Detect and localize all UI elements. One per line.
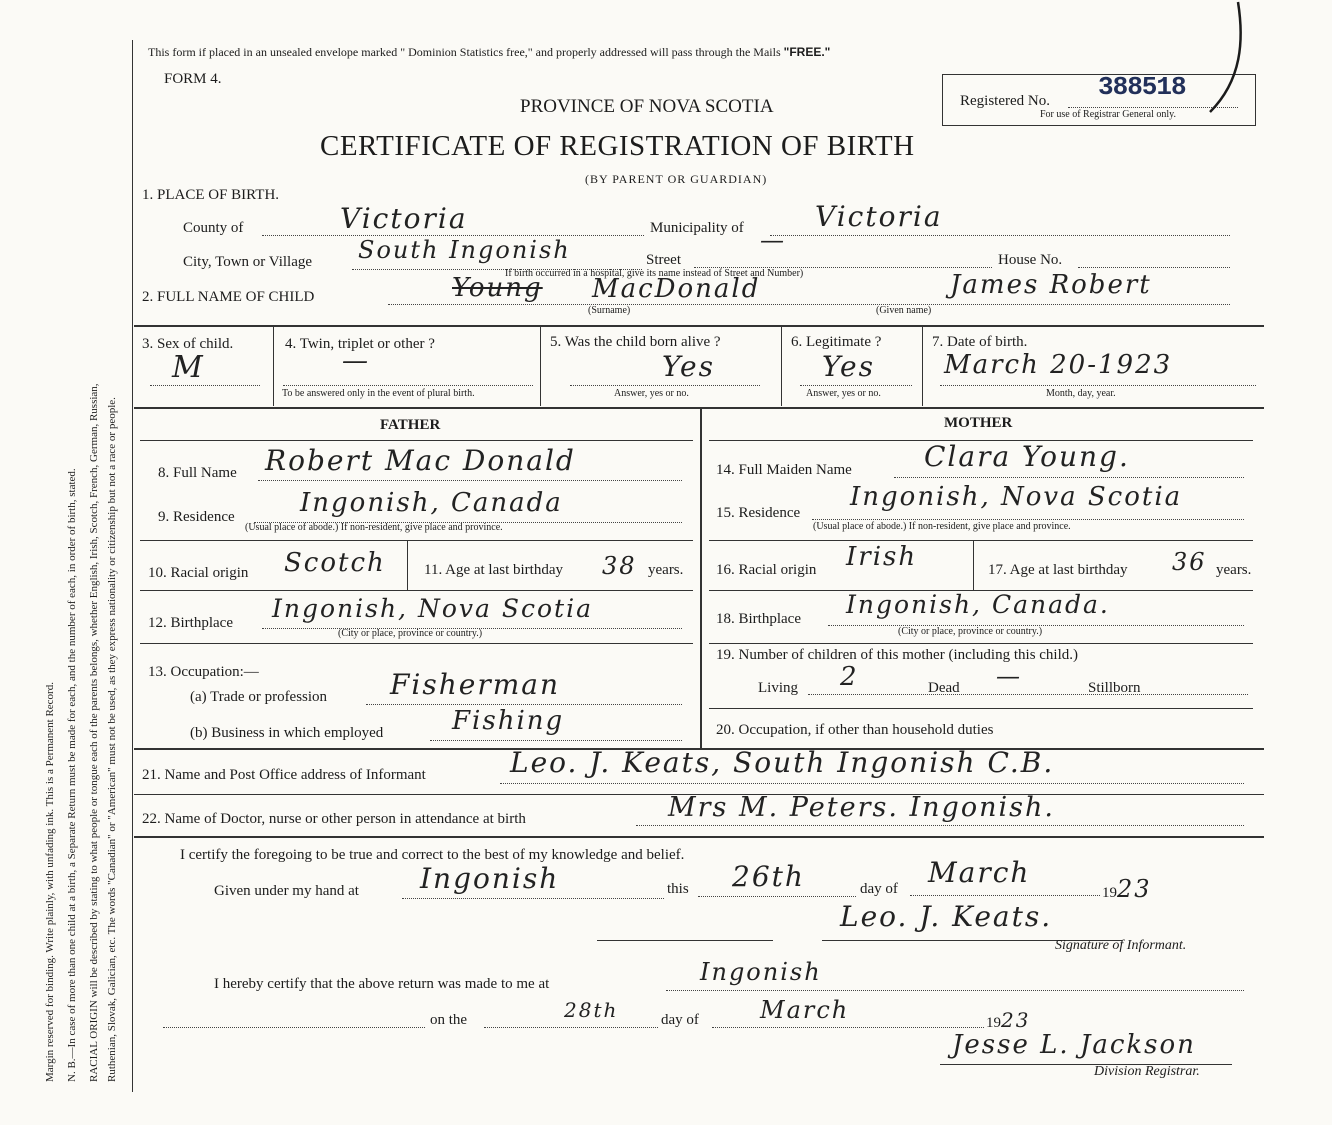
dob-line: [940, 385, 1256, 386]
informant-value: Leo. J. Keats, South Ingonish C.B.: [510, 746, 1055, 779]
mother-age-years: years.: [1216, 562, 1252, 578]
registrar-day: 28th: [564, 998, 619, 1022]
place-of-birth-label: 1. PLACE OF BIRTH.: [142, 187, 280, 203]
father-racial-value: Scotch: [284, 548, 386, 578]
twin-note: To be answered only in the event of plural birth.: [282, 388, 475, 399]
registrar-note: For use of Registrar General only.: [1040, 109, 1176, 120]
mail-notice-free: "FREE.": [783, 45, 831, 59]
father-birthplace-label: 12. Birthplace: [148, 615, 233, 631]
father-row-rule-4: [140, 643, 693, 644]
mother-residence-label: 15. Residence: [716, 505, 801, 521]
informant-label: 21. Name and Post Office address of Informant: [142, 767, 426, 783]
father-birthplace-value: Ingonish, Nova Scotia: [272, 594, 593, 623]
registrar-statement: I hereby certify that the above return was made to me at: [214, 976, 550, 992]
mother-living-label: Living: [758, 680, 798, 696]
registrar-place-line: [666, 990, 1244, 991]
county-value: Victoria: [340, 202, 468, 235]
mother-racial-value: Irish: [846, 542, 918, 572]
mother-name-line: [894, 477, 1244, 478]
house-label: House No.: [998, 252, 1063, 268]
divider-6-7: [922, 326, 923, 406]
father-racial-divider: [407, 541, 408, 591]
child-given-name: James Robert: [950, 270, 1152, 300]
father-trade-value: Fisherman: [390, 668, 561, 701]
mother-age-value: 36: [1172, 548, 1207, 576]
dob-note: Month, day, year.: [1046, 388, 1116, 399]
doctor-label: 22. Name of Doctor, nurse or other person in attendance at birth: [142, 811, 526, 827]
city-value: South Ingonish: [358, 236, 571, 264]
divider-4-5: [540, 326, 541, 406]
informant-line: [500, 783, 1244, 784]
registrar-month: March: [760, 996, 850, 1024]
mail-notice-text: This form if placed in an unsealed envelope marked " Dominion Statistics free," and properly addressed will pass through the Mails: [148, 45, 781, 59]
city-label: City, Town or Village: [183, 254, 313, 270]
sex-label: 3. Sex of child.: [142, 336, 234, 352]
legitimate-line: [800, 385, 912, 386]
divider-3-4: [273, 326, 274, 406]
county-label: County of: [183, 220, 244, 236]
alive-note: Answer, yes or no.: [614, 388, 689, 399]
certify-year-prefix: 19: [1102, 885, 1117, 901]
father-racial-label: 10. Racial origin: [148, 565, 249, 581]
page-title: CERTIFICATE OF REGISTRATION OF BIRTH: [320, 130, 915, 162]
house-line: [1078, 267, 1230, 268]
legitimate-value: Yes: [822, 350, 875, 383]
side-note-nationality: Ruthenian, Slovak, Galician, etc. The words "Canadian" or "American" must not be used, as they express nationality or citizenship but not a race or people.: [106, 397, 118, 1082]
registrar-signature-label: Division Registrar.: [1094, 1064, 1200, 1079]
mother-birthplace-label: 18. Birthplace: [716, 611, 801, 627]
mother-birthplace-note: (City or place, province or country.): [898, 626, 1043, 637]
certify-place: Ingonish: [420, 862, 560, 895]
father-row-rule-1: [140, 440, 693, 441]
given-name-note: (Given name): [876, 305, 932, 316]
father-business-line: [430, 740, 682, 741]
province-heading: PROVINCE OF NOVA SCOTIA: [520, 96, 774, 117]
rule-top-row3: [134, 325, 1264, 327]
father-row-rule-2: [140, 540, 693, 541]
mother-dead-value: —: [996, 662, 1022, 690]
certify-this-label: this: [667, 881, 689, 897]
form-number: FORM 4.: [164, 71, 222, 87]
municipality-value: Victoria: [815, 200, 943, 233]
certify-given-label: Given under my hand at: [214, 883, 359, 899]
alive-value: Yes: [662, 350, 715, 383]
father-birthplace-note: (City or place, province or country.): [338, 628, 483, 639]
rule-certify: [134, 836, 1264, 838]
rule-top-parents: [134, 407, 1264, 409]
father-business-value: Fishing: [452, 706, 565, 736]
mother-racial-label: 16. Racial origin: [716, 562, 817, 578]
father-name-value: Robert Mac Donald: [265, 444, 576, 477]
father-trade-label: (a) Trade or profession: [190, 689, 328, 705]
registrar-dayof-label: day of: [661, 1012, 699, 1028]
mail-notice: [148, 45, 830, 60]
certify-month-line: [910, 895, 1100, 896]
twin-line: [283, 385, 533, 386]
page-subtitle: (BY PARENT OR GUARDIAN): [585, 172, 768, 186]
mother-name-value: Clara Young.: [924, 440, 1130, 473]
mother-children-label: 19. Number of children of this mother (including this child.): [716, 647, 1079, 663]
child-name-label: 2. FULL NAME OF CHILD: [142, 289, 315, 305]
certify-day: 26th: [732, 860, 805, 893]
certify-dayof-label: day of: [860, 881, 898, 897]
municipality-line: [770, 235, 1230, 236]
dob-label: 7. Date of birth.: [932, 334, 1028, 350]
informant-signature: Leo. J. Keats.: [840, 900, 1053, 933]
mother-residence-value: Ingonish, Nova Scotia: [850, 482, 1183, 512]
mother-racial-divider: [973, 541, 974, 591]
alive-line: [570, 385, 760, 386]
registrar-signature: Jesse L. Jackson: [952, 1030, 1196, 1060]
father-residence-label: 9. Residence: [158, 509, 235, 525]
registered-number: 388518: [1098, 72, 1186, 102]
certify-month: March: [928, 856, 1031, 889]
registrar-day-line: [484, 1027, 658, 1028]
surname-note: (Surname): [588, 305, 631, 316]
mother-residence-note: (Usual place of abode.) If non-resident, give place and province.: [813, 521, 1071, 532]
mother-name-label: 14. Full Maiden Name: [716, 462, 852, 478]
legitimate-label: 6. Legitimate ?: [791, 334, 882, 350]
child-surname-struck: Young: [452, 273, 543, 303]
father-heading: FATHER: [380, 417, 441, 433]
certify-place-line: [402, 898, 664, 899]
twin-value: —: [342, 346, 370, 376]
father-residence-note: (Usual place of abode.) If non-resident, give place and province.: [245, 522, 503, 533]
registrar-place: Ingonish: [700, 958, 822, 986]
father-age-label: 11. Age at last birthday: [424, 562, 563, 578]
mother-children-line: [808, 694, 1248, 695]
mother-birthplace-value: Ingonish, Canada.: [846, 590, 1110, 619]
mother-residence-line: [812, 519, 1244, 520]
mother-row-rule-4: [709, 643, 1253, 644]
certify-year-suffix: 23: [1117, 875, 1152, 903]
certify-statement: I certify the foregoing to be true and correct to the best of my knowledge and belief.: [180, 847, 685, 863]
signature-line-left: [597, 940, 773, 941]
father-trade-line: [366, 704, 682, 705]
doctor-line: [636, 825, 1244, 826]
street-label: Street: [646, 252, 681, 268]
alive-label: 5. Was the child born alive ?: [550, 334, 721, 350]
father-row-rule-3: [140, 590, 693, 591]
registrar-month-line: [712, 1027, 984, 1028]
side-note-multiple-births: N. B.—In case of more than one child at a birth, a Separate Return must be made for each, and the number of each, in order of birth, stated.: [66, 468, 78, 1082]
registrar-year-prefix: 19: [986, 1015, 1001, 1031]
pen-stroke: [1200, 0, 1260, 120]
mother-age-label: 17. Age at last birthday: [988, 562, 1128, 578]
mother-living-value: 2: [840, 662, 859, 692]
signature-label: Signature of Informant.: [1055, 938, 1187, 953]
mother-dead-label: Dead: [928, 680, 960, 696]
legitimate-note: Answer, yes or no.: [806, 388, 881, 399]
father-name-label: 8. Full Name: [158, 465, 237, 481]
father-occupation-label: 13. Occupation:—: [148, 664, 259, 680]
divider-5-6: [781, 326, 782, 406]
registrar-year-suffix: 23: [1001, 1008, 1031, 1032]
child-name-line: [388, 304, 1230, 305]
side-note-binding: Margin reserved for binding. Write plainly, with unfading ink. This is a Permanent Record.: [44, 682, 56, 1082]
certify-year: [1102, 875, 1152, 903]
hospital-note: If birth occurred in a hospital, give its name instead of Street and Number): [505, 268, 804, 279]
municipality-label: Municipality of: [650, 220, 744, 236]
registrar-blank-line: [163, 1027, 425, 1028]
registrar-year: [986, 1008, 1030, 1032]
registrar-on-label: on the: [430, 1012, 468, 1028]
side-note-racial-origin: RACIAL ORIGIN will be described by stating to what people or tongue each of the parents belongs, whether English, Irish, Scotch, French, German, Russian,: [88, 383, 100, 1082]
father-business-label: (b) Business in which employed: [190, 725, 384, 741]
father-name-line: [258, 480, 682, 481]
parents-divider: [700, 408, 702, 748]
mother-heading: MOTHER: [944, 415, 1013, 431]
twin-label: 4. Twin, triplet or other ?: [285, 336, 435, 352]
registered-label: Registered No.: [960, 93, 1050, 109]
street-value: —: [760, 226, 786, 254]
mother-stillborn-label: Stillborn: [1088, 680, 1141, 696]
sex-line: [150, 385, 260, 386]
sex-value: M: [172, 350, 205, 385]
mother-row-rule-2: [709, 540, 1253, 541]
child-surname: MacDonald: [592, 274, 761, 304]
father-age-value: 38: [602, 552, 637, 580]
doctor-value: Mrs M. Peters. Ingonish.: [668, 792, 1055, 823]
dob-value: March 20-1923: [944, 350, 1173, 380]
mother-row-rule-5: [709, 708, 1253, 709]
mother-occupation-label: 20. Occupation, if other than household duties: [716, 722, 994, 738]
father-residence-value: Ingonish, Canada: [300, 488, 563, 518]
certify-day-line: [698, 896, 856, 897]
father-age-years: years.: [648, 562, 684, 578]
